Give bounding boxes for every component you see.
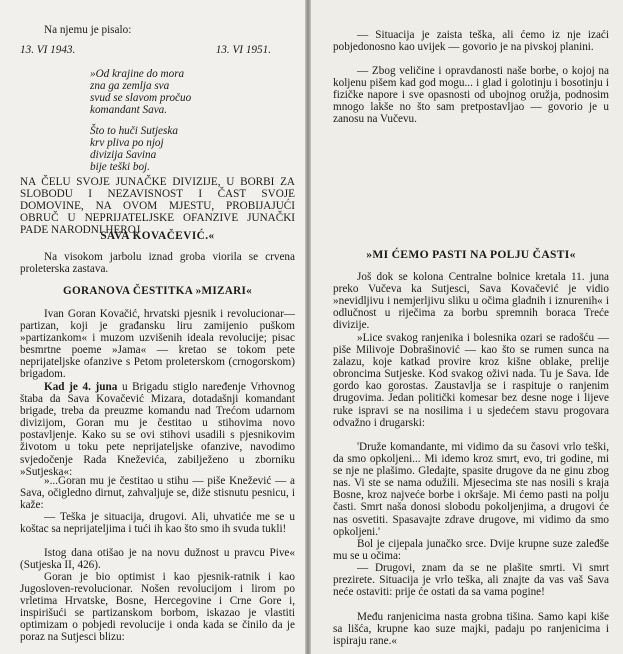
paragraph: — Drugovi, znam da se ne plašite smrti. Vi smrt prezirete. Situacija je vrlo teška, ali znajte da vas vaš Sava neće ostaviti: prije će ostati da sa vama pogine! <box>333 562 609 599</box>
poem-line: bije teški boj. <box>90 161 150 174</box>
poem-line: Što to huči Sutjeska <box>90 125 178 137</box>
poem-line: svud se slavom pročuo <box>90 92 192 105</box>
paragraph: Istog dana otišao je na novu dužnost u pravcu Pive« (Sutjeska II, 426). <box>20 547 295 572</box>
section-heading: »MI ĆEMO PASTI NA POLJU ČASTI« <box>366 248 576 261</box>
date-right: 13. VI 1951. <box>215 44 271 56</box>
intro-text: Na njemu je pisalo: <box>44 24 132 36</box>
poem-stanza-2 <box>90 125 178 173</box>
left-page <box>0 0 305 654</box>
poem-line: komandant Sava. <box>90 104 168 117</box>
poem-line: krv pliva po njoj <box>90 137 164 150</box>
paragraph: — Situacija je zaista teška, ali ćemo iz nje izaći pobjedonosno kao uvijek — govorio je na pivskoj planini. <box>333 29 609 54</box>
poem-line: »Od krajine do mora <box>90 68 185 80</box>
poem-line: divizija Savina <box>90 149 157 162</box>
paragraph: 'Druže komandante, mi vidimo da su časovi vrlo teški, da smo opkoljeni... Mi idemo kroz smrt, evo, tri godine, mi se nje ne plašimo. Gledajte, spasite drugove da ne ginu zbog nas. Vi ste se nama odužili. Mjesecima ste nas nosili s kraja Bosne, kroz najveće borbe i okršaje. Mi ćemo pasti na polju časti. Smrt naša donosi slobodu pokoljenjima, a drugovi će nas osvetiti. Spasavajte zdrave drugove, mi vidimo da smo opkoljeni.' <box>333 441 609 538</box>
right-page <box>311 0 623 654</box>
paragraph: — Zbog veličine i opravdanosti naše borbe, o kojoj na koljenu pišem kad god mogu... i glad i golotinju i bosotinju i fizičke napore i sve opasnosti od ubojnog oružja, podnosim mnogo lakše no što sam pretpostavljao — govorio je u zanosu na Vučevu. <box>333 65 609 126</box>
paragraph: Još dok se kolona Centralne bolnice kretala 11. juna preko Vučeva ka Sutjesci, Sava Kovačević je vidio »nevidljivu i nemjerljivu sliku u očima gladnih i iznurenih« i odlučnost u riječima za borbu spremnih boraca Treće divizije. <box>333 271 609 332</box>
paragraph: Bol je cijepala junačko srce. Dvije krupne suze zaleđše mu se u očima: <box>333 538 609 563</box>
paragraph: Na visokom jarbolu iznad groba viorila se crvena proleterska zastava. <box>20 251 295 276</box>
poem-stanza-1 <box>90 68 191 116</box>
memorial-signature: SAVA KOVAČEVIĆ.« <box>100 230 215 242</box>
paragraph: Među ranjenicima nasta grobna tišina. Samo kapi kiše sa lišća, krupne kao suze majki, padaju po ranjenicima i ispiraju rane.« <box>333 611 609 648</box>
paragraph: — Teška je situacija, drugovi. Ali, uhvatiće me se u koštac sa neprijateljima i tući ih kao što smo ih svuda tukli! <box>20 511 295 536</box>
bold-lead: Kad je 4. juna <box>44 381 118 393</box>
paragraph: Goran je bio optimist i kao pjesnik-ratnik i kao Jugosloven-revolucionar. Nošen revolucijom i lirom po vrletima Hrvatske, Bosne, Hercegovine i Crne Gore i, inspirišući se partizanskom borbom, iskazao je vlastiti optimizam o pobjedi revolucije i onda kada se činilo da je poraz na Sutjesci blizu: <box>20 571 295 644</box>
paragraph: »...Goran mu je čestitao u stihu — piše Knežević — a Sava, očigledno dirnut, zahvaljuje se, diže stisnutu pesnicu, i kaže: <box>20 475 295 512</box>
paragraph: »Lice svakog ranjenika i bolesnika ozari se radošću — piše Milivoje Dobrašinović — kao što se rumen sunca na zalazu, koje katkad provire kroz kišne oblake, prelije obroncima Sutjeske. Kod svakog oživi nada. Tu je Sava. Ide gordo kao gorostas. Zaustavlja se i raspituje o ranjenim drugovima. Jedan politički komesar bez desne noge i lijeve ruke ispravi se na nosilima i u sjedećem stavu progovara odvažno i drugarski: <box>333 332 609 429</box>
paragraph: Kad je 4. juna u Brigadu stiglo naređenje Vrhovnog štaba da Sava Kovačević Mizara, dotadašnji komandant brigade, treba da preuzme komandu nad Trećom udarnom divizijom, Goran mu je čestitao u stihovima novo postavljenje. Kako su se ovi stihovi usadili s pjesnikovim životom u toku pete neprijateljske ofanzive, navodimo svjedočenje Rada Kneževića, zabilježeno u zborniku »Sutjeska«: <box>20 381 295 478</box>
section-heading: GORANOVA ČESTITKA »MIZARI« <box>62 285 253 297</box>
date-row <box>20 44 271 56</box>
date-left: 13. VI 1943. <box>20 44 76 56</box>
paragraph: Ivan Goran Kovačić, hrvatski pjesnik i revolucionar—partizan, koji je građansku liru zamijenio puškom »partizankom« i muzom uzvišenih ideala revolucije; pisac besmrtne poeme »Jama« — kretao se tokom pete neprijateljske ofanzive s Petom proleterskom (crnogorskom) brigadom. <box>20 308 295 381</box>
poem-line: zna ga zemlja sva <box>90 80 170 93</box>
memorial-inscription: NA ČELU SVOJE JUNAČKE DIVIZIJE, U BORBI ZA SLOBODU I NEZAVISNOST I ČAST SVOJE DOMOVINE, NA OVOM MJESTU, PROBIJAJUĆI OBRUČ U NEPRIJATELJSKE OFANZIVE JUNAČKI PADE NARODNI HEROJ <box>20 176 295 237</box>
